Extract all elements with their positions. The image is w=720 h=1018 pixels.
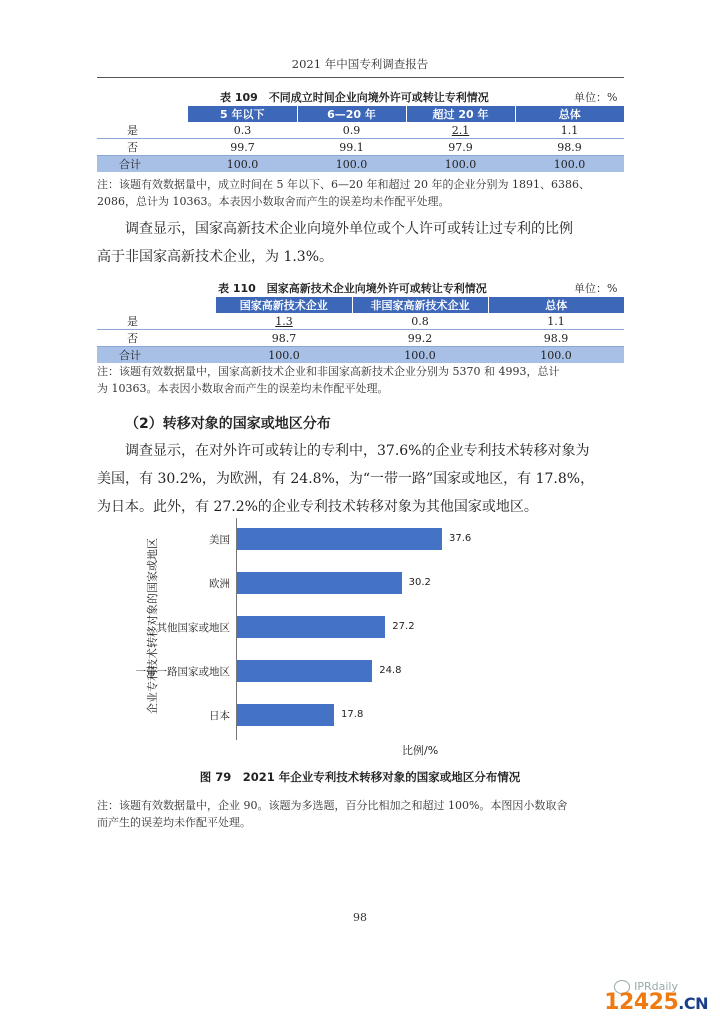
chart-value-label: 37.6 [449,533,472,544]
site-logo: 12425.CN [604,990,708,1015]
table-cell: 98.9 [488,330,624,347]
table-cell: 98.7 [216,330,352,347]
table-row [97,313,624,330]
chart-bar [237,660,372,682]
table-cell: 100.0 [406,156,515,173]
paragraph-1-line-2: 高于非国家高新技术企业，为 1.3%。 [97,249,334,265]
table-header-row [97,297,624,313]
table-cell: 100.0 [352,347,488,364]
watermark: IPRdaily [614,980,678,994]
table-cell: 99.1 [297,139,406,156]
chart-y-axis-label: 企业专利技术转移对象的国家或地区 [146,538,159,714]
table-110 [97,297,624,363]
table-cell: 0.3 [188,122,297,139]
paragraph-2-line-1: 调查显示，在对外许可或转让的专利中，37.6%的企业专利技术转移对象为 [125,443,590,459]
column-header: 5 年以下 [188,106,297,122]
column-header: 超过 20 年 [406,106,515,122]
table-row [97,330,624,347]
chart-category-label: 欧洲 [209,578,230,590]
page-number: 98 [353,911,367,924]
table-cell: 99.2 [352,330,488,347]
table-109-caption: 表 109 不同成立时间企业向境外许可或转让专利情况 [220,91,489,104]
table-row [97,122,624,139]
chart-value-label: 17.8 [341,709,364,720]
table-total-row [97,156,624,173]
table-cell: 2.1 [406,122,515,139]
chart-value-label: 30.2 [408,577,431,588]
row-label: 是 [97,122,188,139]
table-cell: 99.7 [188,139,297,156]
table-cell: 0.9 [297,122,406,139]
chart-bar [237,616,385,638]
figure-note: 注：该题有效数据量中，企业 90。该题为多选题，百分比相加之和超过 100%。本图因小数取舍 而产生的误差均未作配平处理。 [97,799,568,829]
table-109-note: 注：该题有效数据量中，成立时间在 5 年以下、6—20 年和超过 20 年的企业分别为 1891、6386、 2086，总计为 10363。本表因小数取舍而产生的误差均未作配平处理。 [97,178,590,208]
chart-category-label: 其他国家或地区 [156,622,230,634]
table-cell: 1.3 [216,313,352,330]
column-header: 国家高新技术企业 [216,297,352,313]
table-cell: 97.9 [406,139,515,156]
page-header: 2021 年中国专利调查报告 [291,57,429,71]
chart-bar [237,572,402,594]
chart-value-label: 24.8 [379,665,402,676]
row-label: 否 [97,139,188,156]
header-rule [97,77,624,78]
column-header: 非国家高新技术企业 [352,297,488,313]
table-cell: 0.8 [352,313,488,330]
table-cell: 98.9 [515,139,624,156]
chart-bar [237,528,442,550]
column-header: 总体 [488,297,624,313]
column-header: 6—20 年 [297,106,406,122]
row-label: 合计 [97,156,188,173]
figure-caption: 图 79 2021 年企业专利技术转移对象的国家或地区分布情况 [199,770,521,784]
table-110-note: 注：该题有效数据量中，国家高新技术企业和非国家高新技术企业分别为 5370 和 4993，总计 为 10363。本表因小数取舍而产生的误差均未作配平处理。 [97,365,560,395]
table-109 [97,106,624,172]
chart-category-label: 日本 [209,710,230,722]
row-label: 否 [97,330,216,347]
chart-category-label: 一带一路国家或地区 [135,666,230,678]
table-cell: 100.0 [216,347,352,364]
row-label: 合计 [97,347,216,364]
chart-bar [237,704,334,726]
table-cell: 100.0 [188,156,297,173]
table-cell: 100.0 [297,156,406,173]
table-110-unit: 单位：% [574,282,618,295]
table-header-row [97,106,624,122]
table-109-unit: 单位：% [574,91,618,104]
table-110-caption: 表 110 国家高新技术企业向境外许可或转让专利情况 [218,282,487,295]
table-cell: 1.1 [488,313,624,330]
paragraph-1-line-1: 调查显示，国家高新技术企业向境外单位或个人许可或转让过专利的比例 [125,221,573,237]
table-cell: 100.0 [515,156,624,173]
section-heading: （2）转移对象的国家或地区分布 [125,416,331,432]
paragraph-2-line-3: 为日本。此外，有 27.2%的企业专利技术转移对象为其他国家或地区。 [97,499,538,515]
table-row [97,139,624,156]
row-label: 是 [97,313,216,330]
table-cell: 1.1 [515,122,624,139]
chart-value-label: 27.2 [392,621,415,632]
table-cell: 100.0 [488,347,624,364]
table-total-row [97,347,624,364]
chart-x-axis-label: 比例/% [402,744,439,757]
paragraph-2-line-2: 美国，有 30.2%，为欧洲，有 24.8%，为“一带一路”国家或地区，有 17.8%， [97,471,595,487]
chart-category-label: 美国 [209,534,230,546]
column-header: 总体 [515,106,624,122]
